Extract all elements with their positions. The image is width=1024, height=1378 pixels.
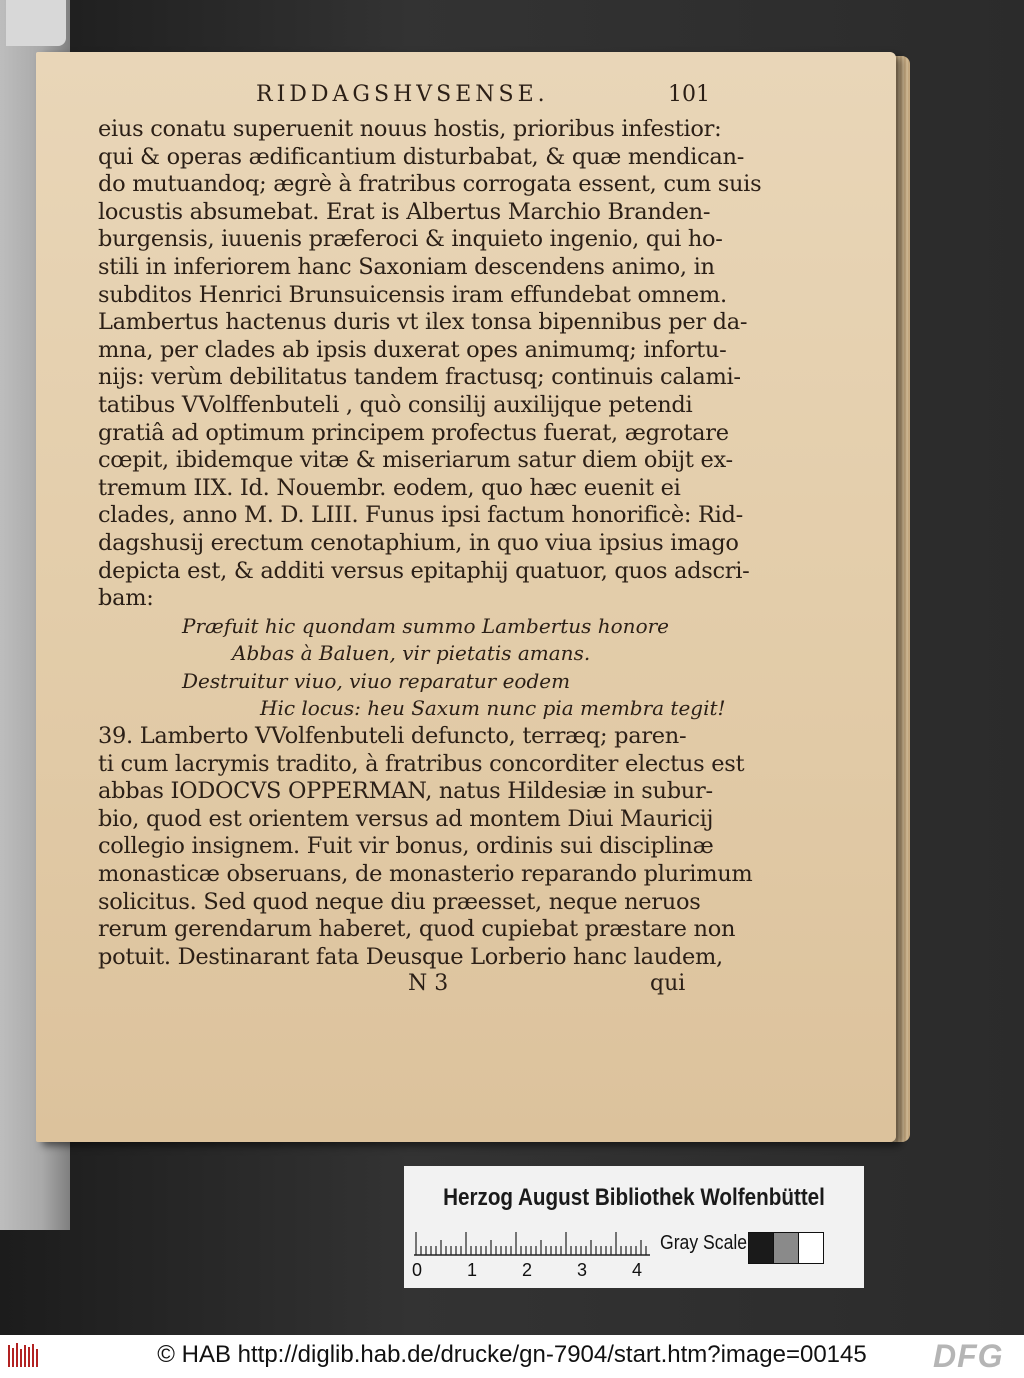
page-number: 101 bbox=[668, 82, 710, 107]
text-line: rerum gerendarum haberet, quod cupiebat præstare non bbox=[98, 916, 736, 943]
dfg-logo: DFG bbox=[933, 1338, 1004, 1374]
gray-swatch-cell bbox=[749, 1233, 774, 1263]
text-line: stili in inferiorem hanc Saxoniam descendens animo, in bbox=[98, 253, 715, 280]
text-line: dagshusij erectum cenotaphium, in quo viua ipsius imago bbox=[98, 529, 739, 556]
clip bbox=[6, 0, 66, 46]
ruler-digit: 2 bbox=[522, 1260, 533, 1280]
text-line: solicitus. Sed quod neque diu præesset, neque neruos bbox=[98, 888, 701, 915]
verse-line: Abbas à Baluen, vir pietatis amans. bbox=[232, 641, 591, 666]
copyright-url[interactable]: © HAB http://diglib.hab.de/drucke/gn-7904/start.htm?image=00145 bbox=[157, 1341, 867, 1368]
ruler-digit: 0 bbox=[412, 1260, 423, 1280]
ruler-digit: 1 bbox=[467, 1260, 478, 1280]
text-line: tatibus VVolffenbuteli , quò consilij auxilijque petendi bbox=[98, 391, 693, 418]
gray-scale-label: Gray Scale bbox=[660, 1232, 748, 1254]
catchword: qui bbox=[650, 971, 686, 997]
body-text bbox=[98, 116, 762, 613]
text-line: nijs: verùm debilitatus tandem fractusq; continuis calami- bbox=[98, 364, 741, 391]
text-line: mna, per clades ab ipsis duxerat opes animumq; infortu- bbox=[98, 336, 727, 363]
body-text-continued bbox=[98, 723, 753, 971]
ruler-digit: 3 bbox=[577, 1260, 588, 1280]
gray-swatch-cell bbox=[774, 1233, 799, 1263]
text-line: bam: bbox=[98, 585, 154, 612]
text-line: ti cum lacrymis tradito, à fratribus concorditer electus est bbox=[98, 750, 745, 777]
text-line: depicta est, & additi versus epitaphij quatuor, quos adscri- bbox=[98, 557, 750, 584]
text-line: clades, anno M. D. LIII. Funus ipsi factum honorificè: Rid- bbox=[98, 502, 743, 529]
running-title: RIDDAGSHVSENSE. bbox=[256, 82, 549, 107]
ruler-digit: 4 bbox=[632, 1260, 643, 1280]
text-line: eius conatu superuenit nouus hostis, prioribus infestior: bbox=[98, 116, 722, 142]
epitaph-verse bbox=[98, 613, 726, 723]
text-line: subditos Henrici Brunsuicensis iram effundebat omnem. bbox=[98, 281, 727, 308]
verse-line: Hic locus: heu Saxum nunc pia membra tegit! bbox=[260, 696, 726, 721]
page-footer-line bbox=[98, 971, 718, 999]
text-line: bio, quod est orientem versus ad montem Diui Mauricij bbox=[98, 805, 714, 832]
text-line: cœpit, ibidemque vitæ & miseriarum satur diem obijt ex- bbox=[98, 447, 733, 474]
text-line: do mutuandoq; ægrè à fratribus corrogata essent, cum suis bbox=[98, 171, 762, 198]
text-line: burgensis, iuuenis præferoci & inquieto ingenio, qui ho- bbox=[98, 226, 723, 253]
text-line: potuit. Destinarant fata Deusque Lorberio hanc laudem, bbox=[98, 943, 723, 970]
text-line: collegio insignem. Fuit vir bonus, ordinis sui disciplinæ bbox=[98, 833, 714, 860]
text-line: 39. Lamberto VVolfenbuteli defuncto, terræq; paren- bbox=[98, 723, 687, 750]
text-line: tremum IIX. Id. Nouembr. eodem, quo hæc euenit ei bbox=[98, 474, 681, 501]
page-text bbox=[98, 82, 762, 999]
footer-bar bbox=[0, 1335, 1024, 1378]
text-line: qui & operas ædificantium disturbabat, & quæ mendican- bbox=[98, 143, 744, 170]
signature-mark: N 3 bbox=[408, 971, 449, 997]
text-line: abbas IODOCVS OPPERMAN, natus Hildesiæ in subur- bbox=[98, 778, 713, 805]
text-line: Lambertus hactenus duris vt ilex tonsa bipennibus per da- bbox=[98, 309, 748, 336]
running-head bbox=[98, 82, 718, 116]
ruler bbox=[414, 1228, 654, 1256]
verse-line: Destruitur viuo, viuo reparatur eodem bbox=[182, 668, 571, 693]
library-name: Herzog August Bibliothek Wolfenbüttel bbox=[443, 1184, 825, 1211]
text-line: monasticæ obseruans, de monasterio reparando plurimum bbox=[98, 861, 753, 888]
verse-line: Præfuit hic quondam summo Lambertus honore bbox=[182, 613, 670, 638]
gray-swatch-cell bbox=[799, 1233, 823, 1263]
text-line: locustis absumebat. Erat is Albertus Marchio Branden- bbox=[98, 198, 711, 225]
gray-scale-swatch bbox=[748, 1232, 824, 1264]
text-line: gratiâ ad optimum principem profectus fuerat, ægrotare bbox=[98, 419, 729, 446]
color-scale-card bbox=[404, 1166, 864, 1288]
